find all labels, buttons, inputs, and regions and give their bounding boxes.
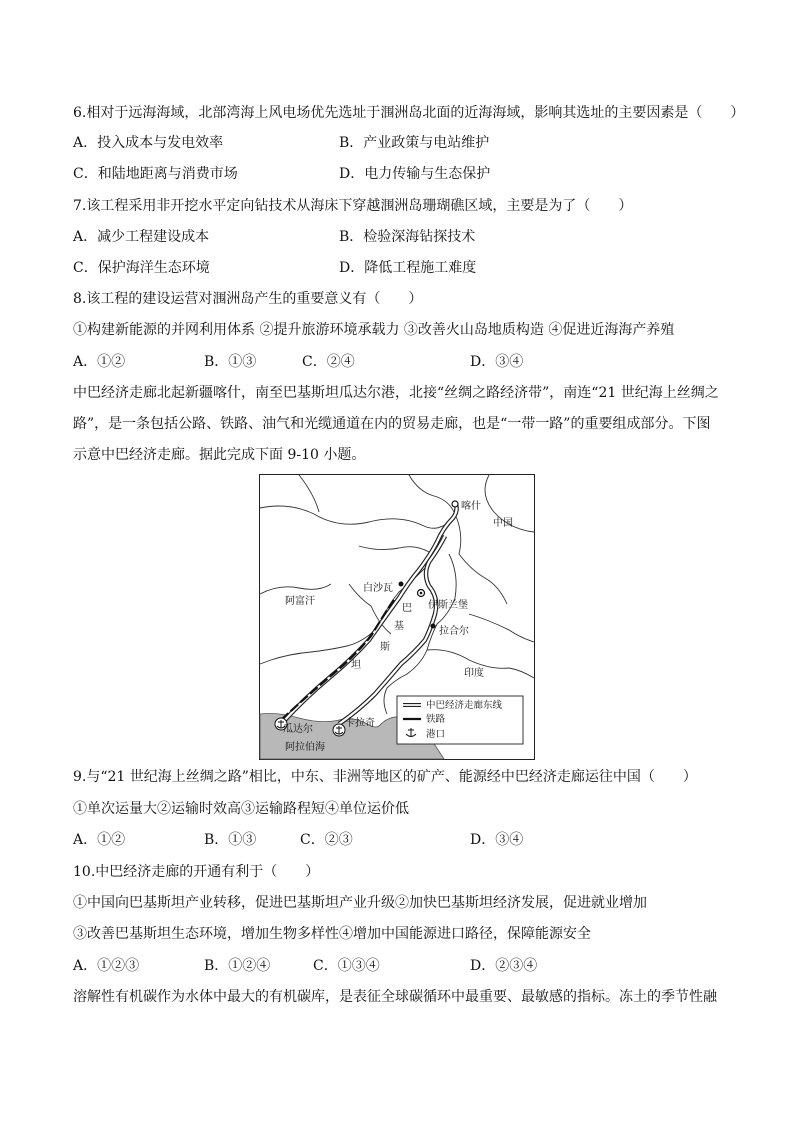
map-label-china: 中国: [493, 518, 513, 529]
q6-option-c: C．和陆地距离与消费市场: [73, 166, 238, 182]
q10-option-b: B．①②④: [204, 958, 271, 974]
q9-stem: 9.与“21 世纪海上丝绸之路”相比，中东、非洲等地区的矿产、能源经中巴经济走廊运往中国（ ）: [73, 769, 697, 785]
q10-option-a: A．①②③: [73, 958, 140, 974]
q7-stem: 7.该工程采用非开挖水平定向钻技术从海床下穿越涠洲岛珊瑚礁区域，主要是为了（ ）: [73, 198, 633, 214]
q9-option-d: D．③④: [470, 832, 524, 848]
map-label-islamabad: 伊斯兰堡: [428, 600, 468, 611]
q6-stem: 6.相对于远海海域，北部湾海上风电场优先选址于涠洲岛北面的近海海域，影响其选址的主要因素是（ ）: [73, 105, 745, 121]
q9-option-b: B．①③: [204, 832, 257, 848]
intro-line-1: 中巴经济走廊北起新疆喀什，南至巴基斯坦瓜达尔港，北接“丝绸之路经济带”，南连“21 世纪海上丝绸之: [73, 385, 719, 401]
q8-stem: 8.该工程的建设运营对涠洲岛产生的重要意义有（ ）: [73, 291, 423, 307]
q10-option-c: C．①③④: [313, 958, 380, 974]
map-label-lahore: 拉合尔: [439, 626, 469, 637]
map-label-pakistan-3: 斯: [380, 642, 390, 653]
kashi-marker: [452, 501, 458, 507]
map-label-peshawar: 白沙瓦: [363, 583, 393, 594]
map-label-pakistan-1: 巴: [402, 603, 412, 614]
q8-option-a: A．①②: [73, 354, 126, 370]
map-label-arabian-sea: 阿拉伯海: [285, 742, 325, 753]
tail-line-1: 溶解性有机碳作为水体中最大的有机碳库，是表征全球碳循环中最重要、最敏感的指标。冻土的季节性融: [73, 989, 717, 1005]
q8-option-d: D．③④: [470, 354, 524, 370]
q7-option-d: D．降低工程施工难度: [339, 260, 477, 276]
map-label-india: 印度: [464, 668, 484, 679]
map-label-pakistan-2: 基: [394, 621, 404, 632]
q9-option-c: C．②③: [300, 832, 353, 848]
legend-port: 港口: [426, 729, 446, 740]
map-legend: [397, 696, 523, 744]
q6-option-a: A．投入成本与发电效率: [73, 135, 224, 151]
q10-items-2: ③改善巴基斯坦生态环境，增加生物多样性④增加中国能源进口路径，保障能源安全: [73, 926, 591, 942]
map-label-pakistan-4: 坦: [351, 660, 361, 671]
q6-option-b: B．产业政策与电站维护: [339, 135, 490, 151]
q8-option-b: B．①③: [204, 354, 257, 370]
corridor-map: [259, 474, 535, 760]
q8-option-c: C．②④: [302, 354, 355, 370]
map-label-kashi: 喀什: [461, 501, 481, 512]
q9-items: ①单次运量大②运输时效高③运输路程短④单位运价低: [73, 801, 409, 817]
intro-line-3: 示意中巴经济走廊。据此完成下面 9-10 小题。: [73, 447, 366, 463]
intro-line-2: 路”，是一条包括公路、铁路、油气和光缆通道在内的贸易走廊，也是“一带一路”的重要组成部分。下图: [73, 416, 711, 432]
q10-items-1: ①中国向巴基斯坦产业转移，促进巴基斯坦产业升级②加快巴基斯坦经济发展，促进就业增加: [73, 895, 647, 911]
q8-items: ①构建新能源的并网利用体系 ②提升旅游环境承载力 ③改善火山岛地质构造 ④促进近海海产养殖: [73, 322, 675, 338]
map-label-gwadar: 瓜达尔: [283, 724, 313, 735]
q9-option-a: A．①②: [73, 832, 126, 848]
q6-option-d: D．电力传输与生态保护: [339, 166, 491, 182]
q7-option-c: C．保护海洋生态环境: [73, 260, 210, 276]
q10-option-d: D．②③④: [470, 958, 538, 974]
q7-option-b: B．检验深海钻探技术: [339, 229, 476, 245]
q7-option-a: A．减少工程建设成本: [73, 229, 210, 245]
map-label-karachi: 卡拉奇: [345, 718, 375, 729]
q10-stem: 10.中巴经济走廊的开通有利于（ ）: [73, 864, 320, 880]
legend-railway: 铁路: [426, 714, 446, 725]
legend-corridor: 中巴经济走廊东线: [426, 700, 503, 711]
map-label-afghanistan: 阿富汗: [285, 596, 315, 607]
